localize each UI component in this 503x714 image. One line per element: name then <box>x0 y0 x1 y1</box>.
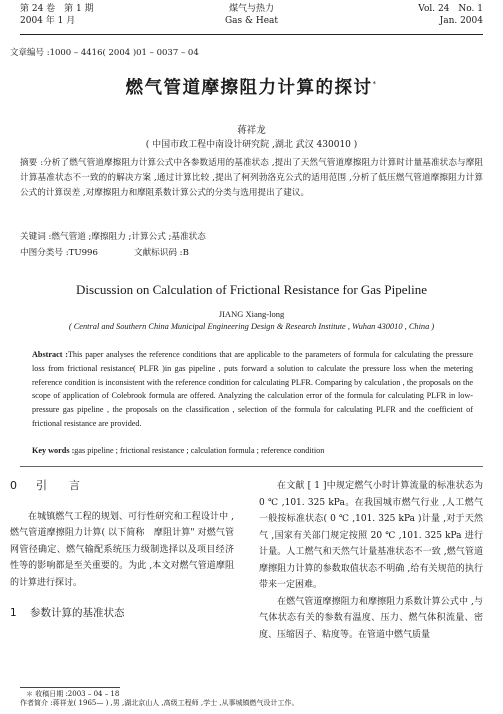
body-paragraph: 在文献 [ 1 ]中规定燃气小时计算流量的标准状态为 0 ℃ ,101. 325 kPa。在我国城市燃气行业 ,人工燃气一般按标准状态( 0 ℃ ,101. 325 kPa )计量 ,对于天然气 ,国家有关部门规定按照 20 ℃ ,101. 325 kPa 进行计量。人工燃气和天然气计量基准状态不一致 ,燃气管道摩擦阻力计算的参数取值状态不明确 ,给有关规范的执行带来一定困难。 <box>259 481 483 590</box>
issue-info-en <box>418 3 483 27</box>
keywords-cn: 关键词 :燃气管道 ;摩擦阻力 ;计算公式 ;基准状态 <box>20 232 206 242</box>
keywords-en-text: gas pipeline ; frictional resistance ; calculation formula ; reference condition <box>74 446 325 455</box>
journal-name <box>20 3 483 27</box>
abstract-en-text: This paper analyses the reference conditions that are applicable to the parameters of formula for calculating the pressure loss from frictional resistance( PLFR )in gas pipeline , puts forward a solution to calculate the pressure loss when the metering reference condition is inconsistent with the reference condition for calculating PLFR. Comparing by calculation , the proposals on the scope of application of Colebrook formula are offered. Analyzing the calculation error of the formula for calculating PLFR in low-pressure gas pipeline , the proposals on the classification , selection of the formula for calculating PLFR and the coefficient of frictional resistance are provided. <box>32 350 473 428</box>
issue-date-en: Jan. 2004 <box>439 16 483 26</box>
keywords-en-label: Key words : <box>32 446 75 455</box>
paper-title-en: Discussion on Calculation of Frictional Resistance for Gas Pipeline <box>76 282 427 297</box>
volume-issue-en: Vol. 24 No. 1 <box>418 4 483 14</box>
affiliation: ( 中国市政工程中南设计研究院 ,湖北 武汉 430010 ) <box>145 140 358 150</box>
affiliation-en: ( Central and Southern China Municipal Engineering Design & Research Institute , Wuhan 430010 , China ) <box>68 322 435 331</box>
section-title: 参数计算的基准状态 <box>30 607 125 619</box>
intro-paragraph: 在城镇燃气工程的规划、可行性研究和工程设计中 ,燃气管道摩擦阻力计算( 以下简称 摩阻计算" 对燃气管网管径确定、燃气输配系统压力级制选择以及项目经济性等的影响都是至关重要的。为此 ,本文对燃气管道摩阻的计算进行探讨。 <box>10 511 234 588</box>
header-rule <box>20 34 483 35</box>
paper-title <box>0 74 503 99</box>
footnote-rule <box>20 687 120 688</box>
author-bio: 作者简介 :蒋祥龙( 1965— ) ,男 ,湖北京山人 ,高级工程师 ,学士 ,从事城镇燃气设计工作。 <box>20 699 299 707</box>
footnote <box>20 690 483 708</box>
classification <box>20 246 189 258</box>
class-number: 中图分类号 :TU996 <box>20 248 98 258</box>
section-number: 0 <box>10 479 17 492</box>
article-number: 文章编号 :1000 – 4416( 2004 )01 – 0037 – 04 <box>10 48 199 58</box>
paper-title-text: 燃气管道摩擦阻力计算的探讨 <box>125 78 373 98</box>
title-footnote-mark: * <box>372 80 378 89</box>
keywords-en <box>32 446 324 455</box>
abstract-separator <box>20 466 483 467</box>
section-heading-1 <box>10 605 234 622</box>
abstract-en-label: Abstract : <box>32 350 68 359</box>
abstract-cn: 摘要 :分析了燃气管道摩擦阻力计算公式中各参数适用的基准状态 ,提出了天然气管道摩擦阻力计算时计量基准状态与摩阻计算基准状态不一致的的解决方案 ,通过计算比较 ,提出了柯列勃洛克公式的适用范围 ,分析了低压燃气管道摩擦阻力计算公式的计算误差 ,对摩擦阻力和摩阻系数计算公式的分类与选用提出了建议。 <box>20 158 483 198</box>
column-right <box>259 478 483 643</box>
journal-name-en: Gas & Heat <box>224 16 279 26</box>
author: 蒋祥龙 <box>237 125 266 136</box>
author-en: JIANG Xiang-long <box>218 309 285 319</box>
column-left <box>10 478 234 622</box>
abstract-en <box>32 348 473 431</box>
journal-header <box>20 3 483 31</box>
section-heading-0 <box>10 478 234 495</box>
body-paragraph: 在燃气管道摩擦阻力和摩擦阻力系数计算公式中 ,与气体状态有关的参数有温度、压力、燃气体积流量、密度、压缩因子、粘度等。在管道中燃气质量 <box>259 596 483 640</box>
journal-name-cn: 煤气与热力 <box>228 4 274 14</box>
volume-issue: 第 24 卷 第 1 期 <box>20 4 94 14</box>
section-title: 引 言 <box>36 479 80 492</box>
section-number: 1 <box>10 607 17 619</box>
received-date: ＊ 收稿日期 :2003 – 04 – 18 <box>26 690 120 698</box>
issue-date: 2004 年 1 月 <box>20 16 76 26</box>
document-code: 文献标识码 :B <box>133 248 189 258</box>
